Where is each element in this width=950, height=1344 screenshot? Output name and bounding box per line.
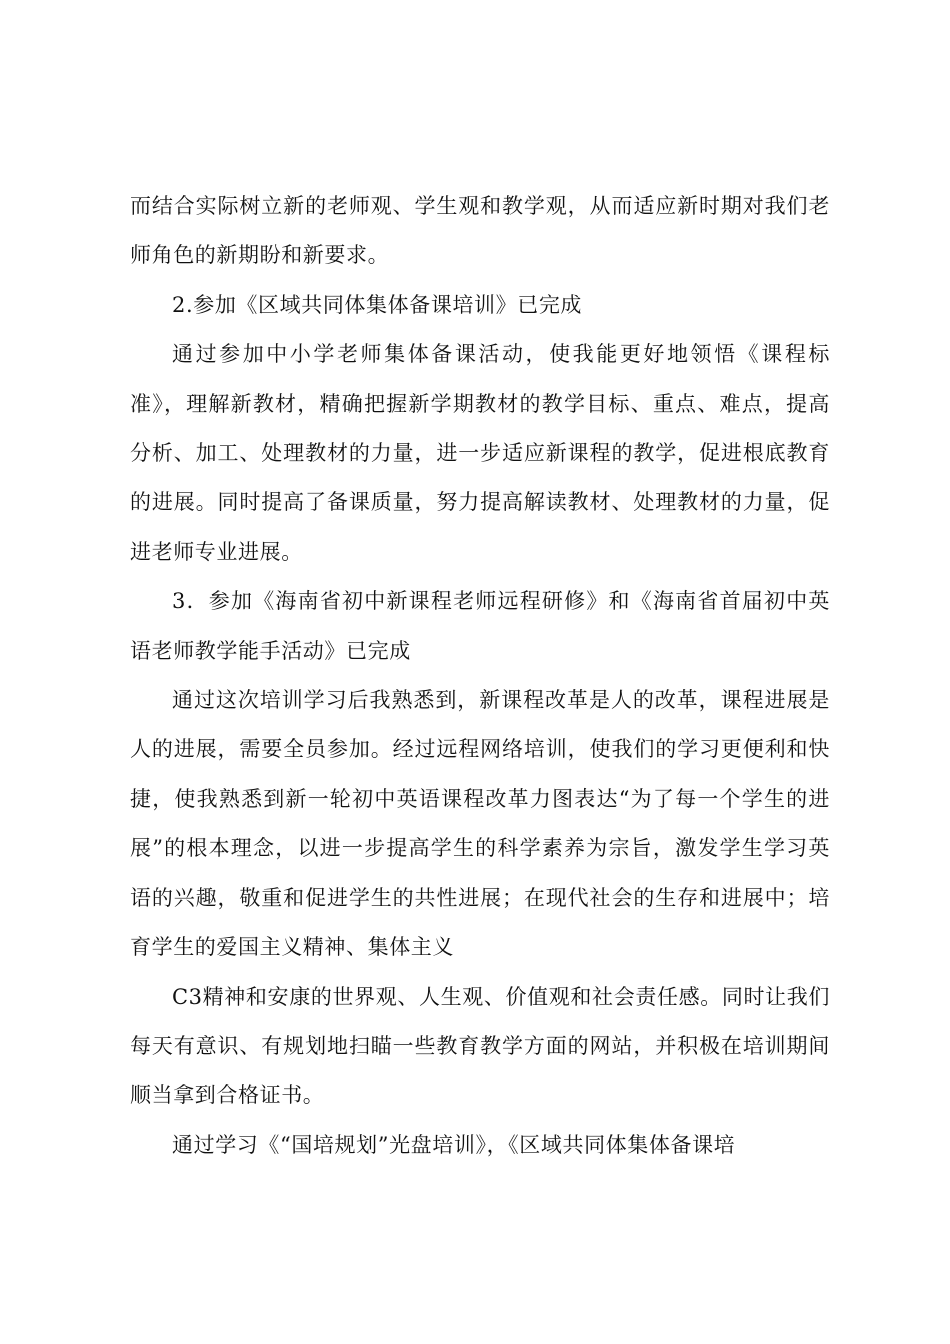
paragraph-3-continued: C3精神和安康的世界观、人生观、价值观和社会责任感。同时让我们每天有意识、有规划地扫瞄一些教育教学方面的网站，并积极在培训期间顺当拿到合格证书。 xyxy=(130,984,830,1108)
paragraph-2-body: 通过参加中小学老师集体备课活动，使我能更好地领悟《课程标准》，理解新教材，精确把握新学期教材的教学目标、重点、难点，提高分析、加工、处理教材的力量，进一步适应新课程的教学，促进根底教育的进展。同时提高了备课质量，努力提高解读教材、处理教材的力量，促进老师专业进展。 xyxy=(130,342,830,564)
section-heading-2: 2.参加《区域共同体集体备课培训》已完成 xyxy=(172,292,583,317)
paragraph-continuation: 而结合实际树立新的老师观、学生观和教学观，从而适应新时期对我们老师角色的新期盼和新要求。 xyxy=(130,194,830,268)
section-heading-3: 3．参加《海南省初中新课程老师远程研修》和《海南省首届初中英语老师教学能手活动》已完成 xyxy=(130,589,830,663)
paragraph-summary: 通过学习《“国培规划”光盘培训》，《区域共同体集体备课培 xyxy=(172,1132,736,1157)
document-body xyxy=(130,182,830,1170)
paragraph-3-body: 通过这次培训学习后我熟悉到，新课程改革是人的改革，课程进展是人的进展，需要全员参加。经过远程网络培训，使我们的学习更便利和快捷，使我熟悉到新一轮初中英语课程改革力图表达“为了每一个学生的进展”的根本理念，以进一步提高学生的科学素养为宗旨，激发学生学习英语的兴趣，敬重和促进学生的共性进展；在现代社会的生存和进展中；培育学生的爱国主义精神、集体主义 xyxy=(130,688,830,960)
